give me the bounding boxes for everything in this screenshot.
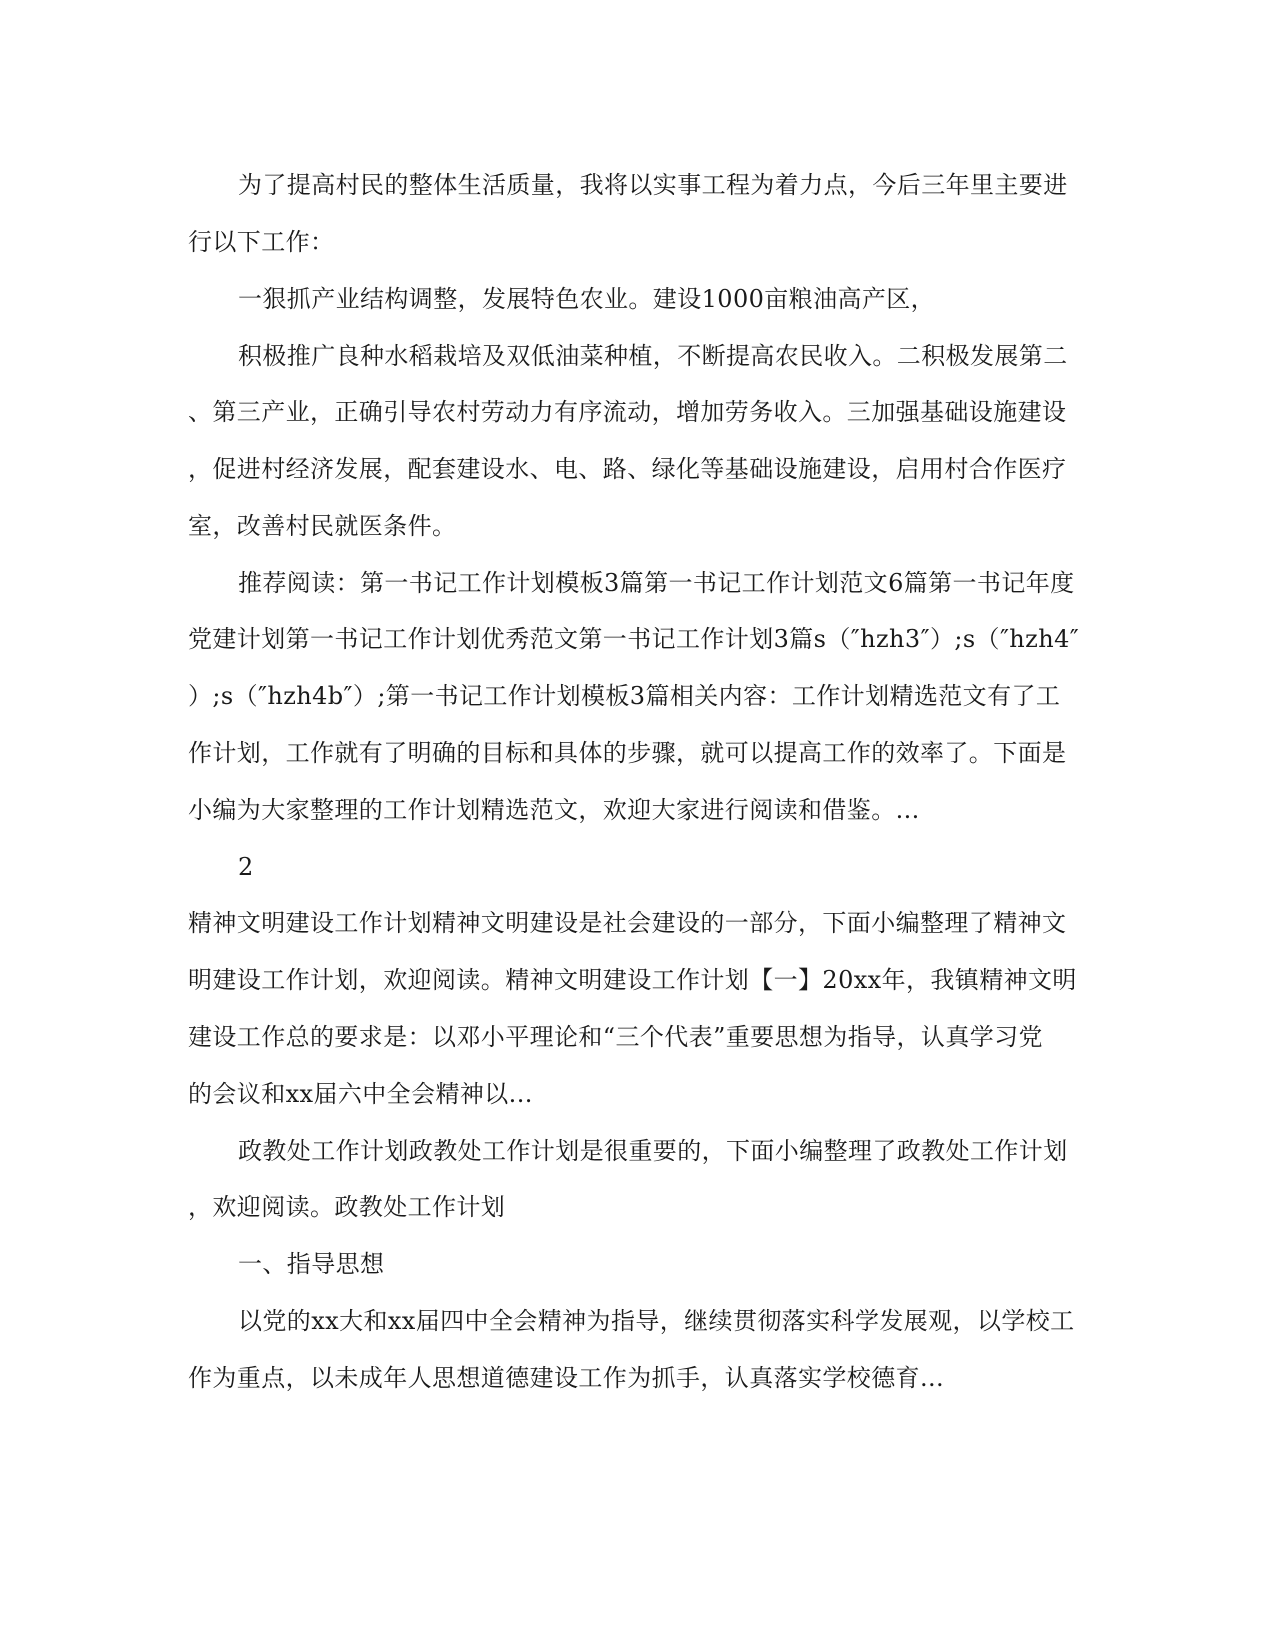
text-line: 为了提高村民的整体生活质量，我将以实事工程为着力点，今后三年里主要进 xyxy=(238,171,1068,199)
text-line: 政教处工作计划政教处工作计划是很重要的，下面小编整理了政教处工作计划 xyxy=(238,1137,1068,1165)
text-line: 明建设工作计划，欢迎阅读。精神文明建设工作计划【一】20xx年，我镇精神文明 xyxy=(188,966,1077,994)
text-line: 以党的xx大和xx届四中全会精神为指导，继续贯彻落实科学发展观，以学校工 xyxy=(238,1307,1075,1335)
text-line: 小编为大家整理的工作计划精选范文，欢迎大家进行阅读和借鉴。... xyxy=(188,796,920,824)
document-page xyxy=(188,0,1088,1650)
text-line: 、第三产业，正确引导农村劳动力有序流动，增加劳务收入。三加强基础设施建设 xyxy=(188,398,1067,426)
text-line: 积极推广良种水稻栽培及双低油菜种植，不断提高农民收入。二积极发展第二 xyxy=(238,342,1068,370)
text-line: 精神文明建设工作计划精神文明建设是社会建设的一部分，下面小编整理了精神文 xyxy=(188,909,1067,937)
text-line: 的会议和xx届六中全会精神以... xyxy=(188,1080,533,1108)
text-line: ）;s（″hzh4b″）;第一书记工作计划模板3篇相关内容：工作计划精选范文有了工 xyxy=(188,682,1061,710)
text-line: 党建计划第一书记工作计划优秀范文第一书记工作计划3篇s（″hzh3″）;s（″hzh4″ xyxy=(188,625,1080,653)
text-line: ，欢迎阅读。政教处工作计划 xyxy=(188,1193,506,1221)
text-line: 作为重点，以未成年人思想道德建设工作为抓手，认真落实学校德育... xyxy=(188,1364,945,1392)
page-number: 2 xyxy=(238,853,254,881)
text-line: 作计划，工作就有了明确的目标和具体的步骤，就可以提高工作的效率了。下面是 xyxy=(188,739,1067,767)
text-line: 室，改善村民就医条件。 xyxy=(188,512,457,540)
text-line: 推荐阅读：第一书记工作计划模板3篇第一书记工作计划范文6篇第一书记年度 xyxy=(238,569,1075,597)
text-line: 行以下工作： xyxy=(188,228,335,256)
text-line: 建设工作总的要求是：以邓小平理论和“三个代表”重要思想为指导，认真学习党 xyxy=(188,1023,1043,1051)
text-line: 一狠抓产业结构调整，发展特色农业。建设1000亩粮油高产区， xyxy=(238,285,936,313)
section-heading: 一、指导思想 xyxy=(238,1250,385,1278)
text-line: ，促进村经济发展，配套建设水、电、路、绿化等基础设施建设，启用村合作医疗 xyxy=(188,455,1067,483)
